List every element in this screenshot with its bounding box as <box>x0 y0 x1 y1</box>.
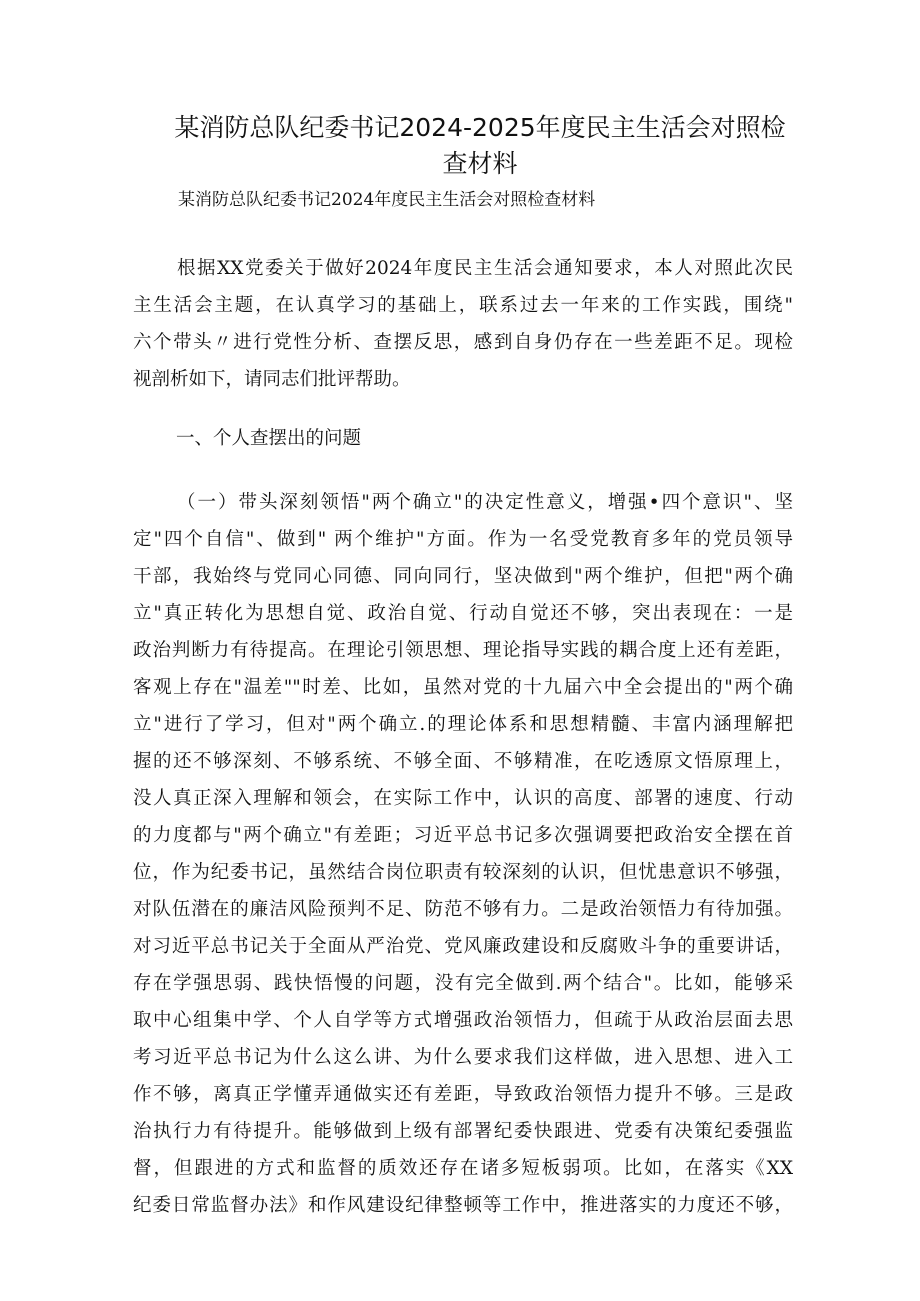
paragraph-line: 的力度都与"两个确立"有差距；习近平总书记多次强调要把政治安全摆在首 <box>133 825 793 846</box>
paragraph-line: 治执行力有待提升。能够做到上级有部署纪委快跟进、党委有决策纪委强监 <box>133 1121 793 1142</box>
paragraph-line: 视剖析如下，请同志们批评帮助。 <box>133 369 411 390</box>
intro-paragraph <box>133 250 793 398</box>
paragraph-line: 立"真正转化为思想自觉、政治自觉、行动自觉还不够，突出表现在：一是 <box>133 603 793 624</box>
paragraph-line: 督，但跟进的方式和监督的质效还存在诸多短板弱项。比如，在落实《XX <box>133 1158 793 1179</box>
paragraph-line: 对队伍潜在的廉洁风险预判不足、防范不够有力。二是政治领悟力有待加强。 <box>133 899 793 920</box>
paragraph-line: 定"四个自信"、做到" 两个维护"方面。作为一名受党教育多年的党员领导 <box>133 529 793 550</box>
section-1-paragraph <box>133 484 793 1224</box>
document-title <box>160 110 800 182</box>
paragraph-line: 作不够，离真正学懂弄通做实还有差距，导致政治领悟力提升不够。三是政 <box>133 1084 793 1105</box>
paragraph-line: 立"进行了学习，但对"两个确立.的理论体系和思想精髓、丰富内涵理解把 <box>133 714 793 735</box>
paragraph-line: 主生活会主题，在认真学习的基础上，联系过去一年来的工作实践，围绕" <box>133 295 793 316</box>
section-heading: 一、个人查摆出的问题 <box>176 428 362 449</box>
document-subtitle: 某消防总队纪委书记2024年度民主生活会对照检查材料 <box>178 190 596 210</box>
paragraph-line: 客观上存在"温差""时差、比如，虽然对党的十九届六中全会提出的"两个确 <box>133 677 793 698</box>
paragraph-line: 考习近平总书记为什么这么讲、为什么要求我们这样做，进入思想、进入工 <box>133 1047 793 1068</box>
paragraph-line: （一）带头深刻领悟"两个确立"的决定性意义，增强•四个意识"、坚 <box>177 492 793 513</box>
paragraph-line: 根据XX党委关于做好2024年度民主生活会通知要求，本人对照此次民 <box>177 258 793 279</box>
paragraph-line: 纪委日常监督办法》和作风建设纪律整顿等工作中，推进落实的力度还不够， <box>133 1195 793 1216</box>
paragraph-line: 政治判断力有待提高。在理论引领思想、理论指导实践的耦合度上还有差距， <box>133 640 793 661</box>
paragraph-line: 干部，我始终与党同心同德、同向同行，坚决做到"两个维护，但把"两个确 <box>133 566 793 587</box>
paragraph-line: 存在学强思弱、践快悟慢的问题，没有完全做到.两个结合"。比如，能够采 <box>133 973 793 994</box>
paragraph-line: 没人真正深入理解和领会，在实际工作中，认识的高度、部署的速度、行动 <box>133 788 793 809</box>
paragraph-line: 位，作为纪委书记，虽然结合岗位职责有较深刻的认识，但忧患意识不够强， <box>133 862 793 883</box>
paragraph-line: 握的还不够深刻、不够系统、不够全面、不够精准，在吃透原文悟原理上， <box>133 751 793 772</box>
title-line-1: 某消防总队纪委书记2024-2025年度民主生活会对照检 <box>174 113 786 142</box>
paragraph-line: 取中心组集中学、个人自学等方式增强政治领悟力，但疏于从政治层面去思 <box>133 1010 793 1031</box>
paragraph-line: 六个带头〃进行党性分析、查摆反思，感到自身仍存在一些差距不足。现检 <box>133 332 793 353</box>
paragraph-line: 对习近平总书记关于全面从严治党、党风廉政建设和反腐败斗争的重要讲话， <box>133 936 793 957</box>
title-line-2: 查材料 <box>442 149 518 178</box>
